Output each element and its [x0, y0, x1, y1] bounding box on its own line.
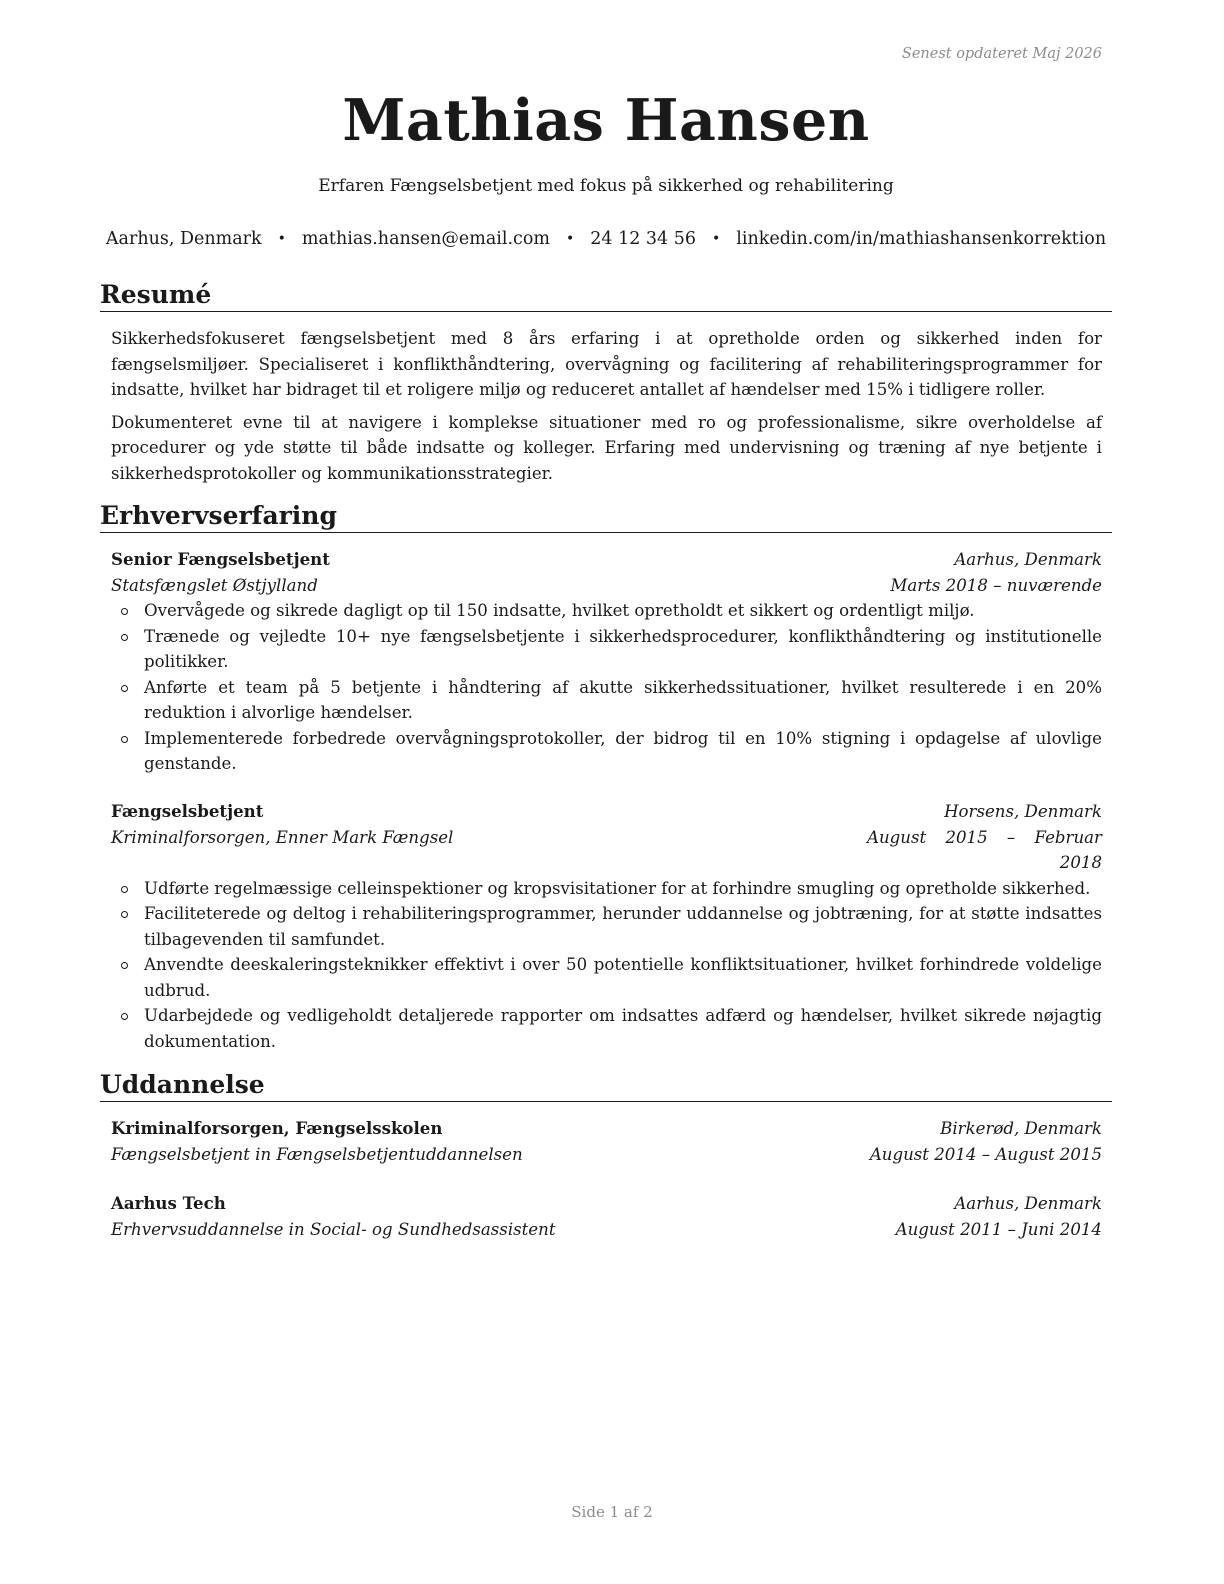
job-bullets [111, 876, 1102, 1055]
section-title-education: Uddannelse [100, 1070, 1112, 1102]
job-bullets [111, 598, 1102, 777]
job-dates: August 2015 – Februar 2018 [867, 827, 1102, 872]
job-entry [111, 799, 1102, 1054]
section-title-experience: Erhvervserfaring [100, 501, 1112, 533]
contact-linkedin[interactable]: linkedin.com/in/mathiashansenkorrektion [736, 229, 1107, 249]
education-dates: August 2014 – August 2015 [869, 1144, 1102, 1164]
list-item: Trænede og vejledte 10+ nye fængselsbetjente i sikkerhedsprocedurer, konflikthåndtering og institutionelle politikker. [111, 624, 1102, 675]
list-item: Anførte et team på 5 betjente i håndtering af akutte sikkerhedssituationer, hvilket resulterede i en 20% reduktion i alvorlige hændelser. [111, 675, 1102, 726]
tagline: Erfaren Fængselsbetjent med fokus på sikkerhed og rehabilitering [318, 176, 894, 196]
summary-paragraph: Dokumenteret evne til at navigere i komplekse situationer med ro og professionalisme, sikre overholdelse af procedurer og yde støtte til både indsatte og kolleger. Erfaring med undervisning og træning af nye betjente i sikkerhedsprotokoller og kommunikationsstrategier. [111, 412, 1102, 483]
education-location: Aarhus, Denmark [954, 1194, 1102, 1213]
job-location: Aarhus, Denmark [954, 550, 1102, 569]
bullet-separator: • [277, 231, 286, 247]
page-number: Side 1 af 2 [571, 1503, 653, 1521]
contact-location: Aarhus, Denmark [105, 229, 262, 249]
education-entry [111, 1191, 1102, 1242]
education-location: Birkerød, Denmark [940, 1119, 1102, 1138]
contact-phone: 24 12 34 56 [590, 229, 696, 249]
list-item: Udarbejdede og vedligeholdt detaljerede rapporter om indsattes adfærd og hændelser, hvilket sikrede nøjagtig dokumentation. [111, 1003, 1102, 1054]
education-degree: Fængselsbetjent in Fængselsbetjentuddannelsen [111, 1144, 523, 1164]
education-school: Aarhus Tech [111, 1193, 226, 1213]
education-dates: August 2011 – Juni 2014 [895, 1219, 1102, 1239]
section-title-summary: Resumé [100, 280, 1112, 312]
summary-text [111, 326, 1102, 493]
list-item: Implementerede forbedrede overvågningsprotokoller, der bidrog til en 10% stigning i opdagelse af ulovlige genstande. [111, 726, 1102, 777]
candidate-name: Mathias Hansen [342, 87, 870, 154]
last-updated: Senest opdateret Maj 2026 [901, 46, 1102, 62]
education-school: Kriminalforsorgen, Fængselsskolen [111, 1118, 443, 1138]
job-location: Horsens, Denmark [944, 802, 1102, 821]
education-entry [111, 1116, 1102, 1167]
resume-page [100, 0, 1112, 1584]
list-item: Anvendte deeskaleringsteknikker effektivt i over 50 potentielle konfliktsituationer, hvilket forhindrede voldelige udbrud. [111, 952, 1102, 1003]
contact-line [100, 229, 1112, 249]
job-employer: Statsfængslet Østjylland [111, 575, 318, 595]
summary-paragraph: Sikkerhedsfokuseret fængselsbetjent med 8 års erfaring i at opretholde orden og sikkerhed inden for fængselsmiljøer. Specialiseret i konflikthåndtering, overvågning og facilitering af rehabiliteringsprogrammer for indsatte, hvilket har bidraget til et roligere miljø og reduceret antallet af hændelser med 15% i tidligere roller. [111, 329, 1102, 399]
list-item: Udførte regelmæssige celleinspektioner og kropsvisitationer for at forhindre smugling og opretholde sikkerhed. [111, 876, 1102, 902]
job-entry [111, 547, 1102, 777]
contact-email[interactable]: mathias.hansen@email.com [301, 229, 550, 249]
bullet-separator: • [565, 231, 575, 247]
bullet-separator: • [712, 231, 721, 247]
job-role: Senior Fængselsbetjent [111, 549, 330, 569]
job-dates: Marts 2018 – nuværende [890, 575, 1102, 595]
list-item: Overvågede og sikrede dagligt op til 150 indsatte, hvilket opretholdt et sikkert og ordentligt miljø. [111, 598, 1102, 624]
job-role: Fængselsbetjent [111, 801, 264, 821]
job-employer: Kriminalforsorgen, Enner Mark Fængsel [111, 827, 454, 847]
list-item: Faciliteterede og deltog i rehabiliteringsprogrammer, herunder uddannelse og jobtræning, for at støtte indsattes tilbagevenden til samfundet. [111, 901, 1102, 952]
education-degree: Erhvervsuddannelse in Social- og Sundhedsassistent [111, 1219, 556, 1239]
